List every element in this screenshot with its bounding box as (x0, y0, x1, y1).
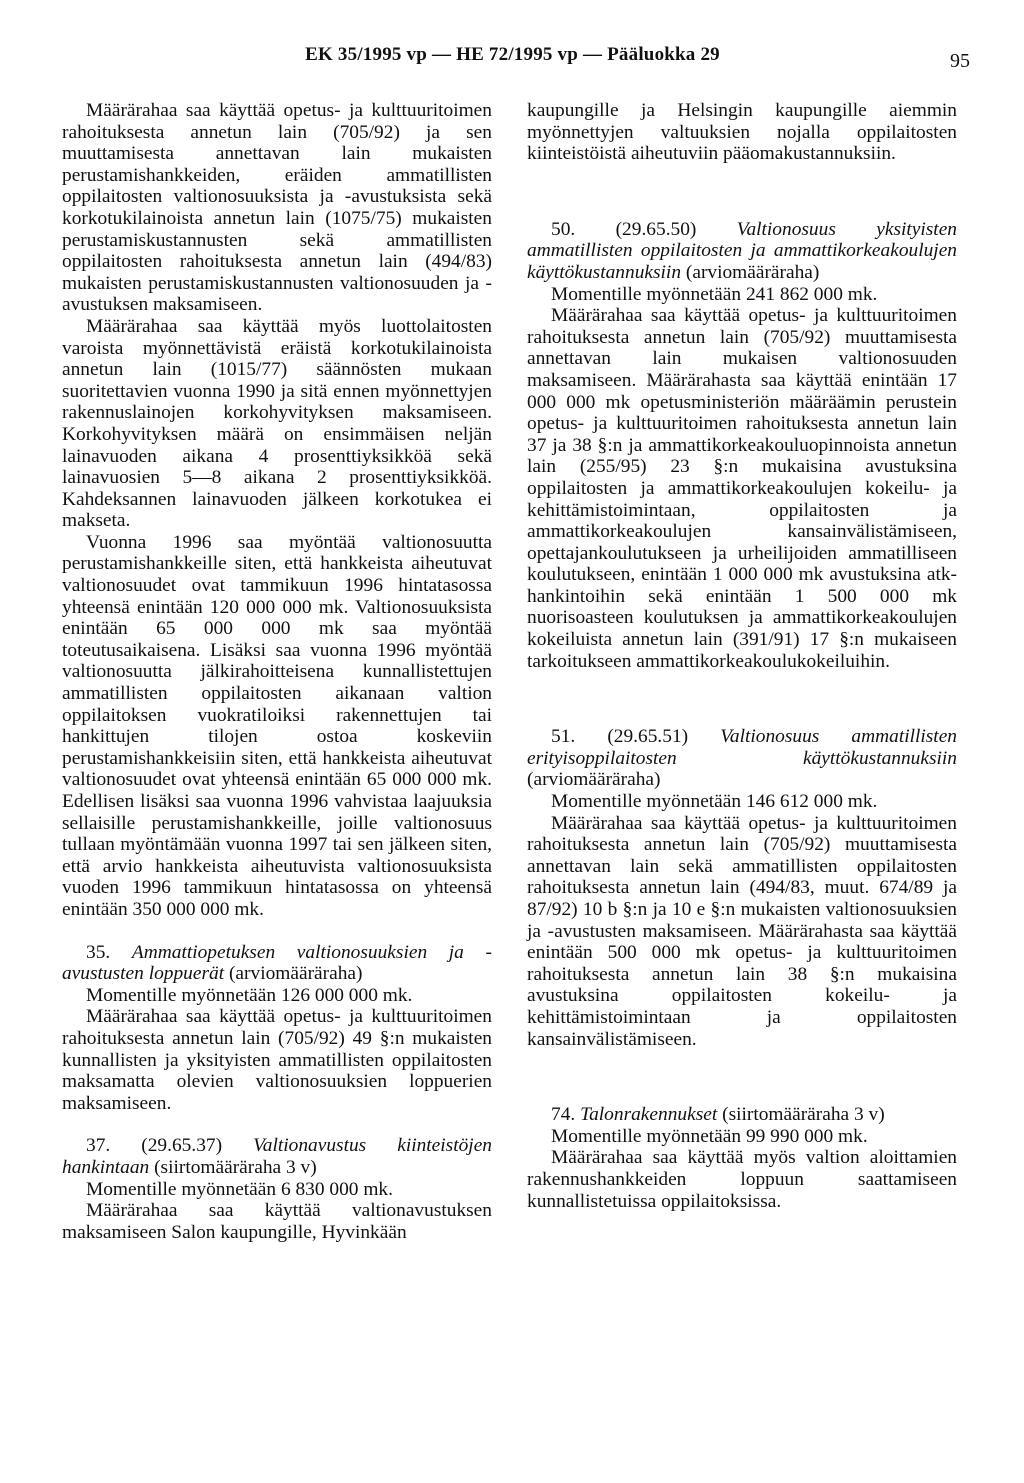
page-header: EK 35/1995 vp — HE 72/1995 vp — Pääluokka 29 (305, 44, 720, 65)
section-type: (siirtomääräraha 3 v) (149, 1156, 317, 1178)
section-title: Valtionosuus ammatillisten erityisoppilaitosten käyttökustannuksiin (527, 726, 958, 769)
section-number: 51. (29.65.51) (551, 726, 721, 748)
section-number: 37. (29.65.37) (86, 1135, 254, 1157)
section-title: Valtionosuus yksityisten ammatillisten oppilaitosten ja ammattikorkeakoulujen käyttökustannuksiin (527, 218, 957, 283)
paragraph: Määrärahaa saa käyttää valtionavustuksen maksamiseen Salon kaupungille, Hyvinkään (62, 1200, 492, 1243)
section-type: (arviomääräraha) (527, 769, 661, 791)
section-grant: Momentille myönnetään 146 612 000 mk. (551, 791, 878, 813)
section-heading-35 (62, 942, 492, 985)
paragraph: Vuonna 1996 saa myöntää valtionosuutta perustamishankkeille siten, että hankkeista aiheutuvat valtionosuudet ovat tammikuun 1996 hintatasossa yhteensä enintään 120 000 000 mk. Valtionosuuksista enintään 65 000 000 mk saa myöntää toteutusaikaisena. Lisäksi saa vuonna 1996 myöntää valtionosuutta jälkirahoitteisena kunnallistettujen ammatillisten oppilaitosten aikanaan valtion oppilaitoksen vuokratiloiksi rakennettujen tai hankittujen tilojen ostoa koskeviin perustamishankkeisiin siten, että hankkeista aiheutuvat valtionosuudet ovat yhteensä enintään 65 000 000 mk. Edellisen lisäksi saa vuonna 1996 vahvistaa laajuuksia sellaisille perustamishankkeille, joille valtionosuus tullaan myöntämään vuonna 1997 tai sen jälkeen siten, että arvio hankkeista aiheutuvista valtionosuuksista vuoden 1996 tammikuun hintatasossa on yhteensä enintään 350 000 000 mk. (62, 531, 492, 920)
section-number: 74. (551, 1104, 581, 1126)
section-number: 35. (86, 941, 132, 963)
section-type: (arviomääräraha) (681, 261, 820, 283)
right-column (527, 100, 957, 1212)
paragraph: Määrärahaa saa käyttää opetus- ja kulttuuritoimen rahoituksesta annetun lain (705/92) muuttamisesta annettavan lain mukaisen valtionosuuden maksamiseen. Määrärahasta saa käyttää enintään 17 000 000 mk opetusministeriön määräämin perustein opetus- ja kulttuuritoimen rahoituksesta annetun lain 37 ja 38 §:n ja ammattikorkeakouluopinnoista annetun lain (255/95) 23 §:n mukaisina avustuksina oppilaitosten ja ammattikorkeakoulujen kokeilu- ja kehittämistoimintaan, oppilaitosten ja ammattikorkeakoulujen kansainvälistämiseen, opettajankoulutukseen ja urheilijoiden ammatilliseen koulutukseen, enintään 1 000 000 mk avustuksina atk-hankintoihin sekä enintään 1 500 000 mk nuorisoasteen koulutuksen ja ammattikorkeakoulujen kokeiluista annetun lain (391/91) 17 §:n mukaiseen tarkoitukseen ammattikorkeakoulukokeiluihin. (527, 305, 957, 672)
section-type: (siirtomääräraha 3 v) (717, 1104, 885, 1126)
paragraph: Määrärahaa saa käyttää opetus- ja kulttuuritoimen rahoituksesta annetun lain (705/92) muuttamisesta annettavan lain sekä ammatillisten oppilaitosten rahoituksesta annetun lain (494/83, muut. 674/89 ja 87/92) 10 b §:n ja 10 e §:n mukaisten valtionosuuksien ja -avustusten maksamiseen. Määrärahasta saa käyttää enintään 500 000 mk opetus- ja kulttuuritoimen rahoituksesta annetun lain 38 §:n mukaisina avustuksina oppilaitosten kokeilu- ja kehittämistoimintaan ja oppilaitosten kansainvälistämiseen. (527, 812, 957, 1050)
section-title: Ammattiopetuksen valtionosuuksien ja -avustusten loppuerät (62, 941, 492, 985)
paragraph: Määrärahaa saa käyttää myös valtion aloittamien rakennushankkeiden loppuun saattamiseen kunnallistetuissa oppilaitoksissa. (527, 1147, 957, 1212)
section-heading-51 (527, 726, 957, 791)
section-heading-74 (527, 1104, 957, 1126)
section-grant: Momentille myönnetään 6 830 000 mk. (86, 1178, 393, 1200)
paragraph: Määrärahaa saa käyttää myös luottolaitosten varoista myönnettävistä eräistä korkotukilainoista annetun lain (1015/77) säännösten mukaan suoritettavien vuonna 1990 ja sitä ennen myönnettyjen rakennuslainojen korkohyvityksen maksamiseen. Korkohyvityksen määrä on ensimmäisen neljän lainavuoden aikana 4 prosenttiyksikköä sekä lainavuosien 5—8 aikana 2 prosenttiyksikköä. Kahdeksannen lainavuoden jälkeen korkotukea ei makseta. (62, 315, 492, 532)
section-grant: Momentille myönnetään 241 862 000 mk. (551, 283, 878, 305)
section-heading-37 (62, 1135, 492, 1178)
section-title: Valtionavustus kiinteistöjen hankintaan (62, 1135, 492, 1178)
section-grant: Momentille myönnetään 126 000 000 mk. (86, 984, 413, 1006)
section-number: 50. (29.65.50) (551, 218, 737, 240)
left-column (62, 100, 492, 1243)
section-grant: Momentille myönnetään 99 990 000 mk. (551, 1125, 868, 1147)
section-title: Talonrakennukset (580, 1104, 718, 1126)
section-type: (arviomääräraha) (224, 963, 363, 985)
paragraph: Määrärahaa saa käyttää opetus- ja kulttuuritoimen rahoituksesta annetun lain (705/92) 49 §:n mukaisten kunnallisten ja yksityisten ammatillisten oppilaitosten maksamatta olevien valtionosuuksien loppuerien maksamiseen. (62, 1006, 492, 1114)
paragraph: Määrärahaa saa käyttää opetus- ja kulttuuritoimen rahoituksesta annetun lain (705/92) ja sen muuttamisesta annettavan lain mukaisten perustamishankkeiden, eräiden ammatillisten oppilaitosten valtionosuuksista ja -avustuksista sekä korkotukilainoista annetun lain (1075/75) mukaisten perustamiskustannusten sekä ammatillisten oppilaitosten rahoituksesta annetun lain (494/83) mukaisten perustamiskustannusten valtionosuuden ja -avustuksen maksamiseen. (62, 100, 492, 316)
page-number: 95 (950, 50, 970, 72)
section-heading-50 (527, 219, 957, 284)
paragraph-continued: kaupungille ja Helsingin kaupungille aiemmin myönnettyjen valtuuksien nojalla oppilaitosten kiinteistöistä aiheutuviin pääomakustannuksiin. (527, 100, 957, 165)
